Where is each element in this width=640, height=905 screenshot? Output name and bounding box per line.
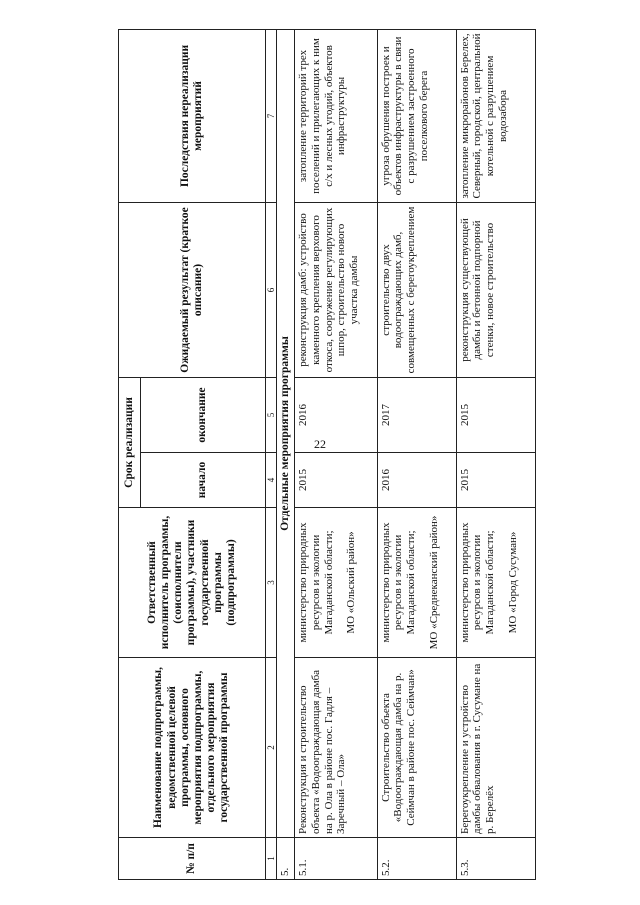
row-number: 5.1. xyxy=(295,838,377,880)
executor-municipality: МО «Ольский район» xyxy=(345,531,358,634)
row-number: 5.2. xyxy=(377,838,456,880)
executor-municipality: МО «Среднеканский район» xyxy=(427,515,440,650)
header-name: Наименование подпрограммы, ведомственной целевой программы, основного мероприятия подпрограммы, отдельного мероприятия государственной программы xyxy=(119,658,266,838)
row-start: 2015 xyxy=(295,453,377,508)
column-number-row xyxy=(266,29,277,879)
column-number: 1 xyxy=(266,838,277,880)
row-consequence: затопление микрорайонов Берелех, Северный, городской, центральной котельной с разрушением водозабора xyxy=(456,29,535,202)
row-end: 2015 xyxy=(456,377,535,452)
header-result: Ожидаемый результат (краткое описание) xyxy=(119,202,266,377)
row-name: Берегоукрепление и устройство дамбы обвалования в г. Сусумане на р. Берелёх xyxy=(456,658,535,838)
header-start: начало xyxy=(141,453,266,508)
header-executor: Ответственный исполнитель программы, (соисполнители программы), участники государственной программы (подпрограммы) xyxy=(119,508,266,658)
row-consequence: затопление территорий трех поселений и прилегающих к ним с/х и лесных угодий, объектов инфраструктуры xyxy=(295,29,377,202)
column-number: 5 xyxy=(266,377,277,452)
table-row xyxy=(295,29,377,879)
header-end: окончание xyxy=(141,377,266,452)
row-result: реконструкция дамб: устройство каменного крепления верхового откоса, сооружение регулирующих шпор, строительство нового участка дамбы xyxy=(295,202,377,377)
column-number: 7 xyxy=(266,29,277,202)
row-result: реконструкция существующей дамбы и бетонной подпорной стенки, новое строительство xyxy=(456,202,535,377)
page-number: 22 xyxy=(314,437,326,451)
column-number: 6 xyxy=(266,202,277,377)
section-title: Отдельные мероприятия программы xyxy=(277,29,295,837)
executor-ministry: министерство природных ресурсов и экологии Магаданской области; xyxy=(379,522,417,643)
row-executor xyxy=(456,508,535,658)
row-consequence: угроза обрушения построек и объектов инфраструктуры в связи с разрушением застроенного поселкового берега xyxy=(377,29,456,202)
header-number: № п/п xyxy=(119,838,266,880)
row-end: 2016 xyxy=(295,377,377,452)
rotated-table-wrapper xyxy=(118,30,536,880)
column-number: 4 xyxy=(266,453,277,508)
column-number: 2 xyxy=(266,658,277,838)
column-number: 3 xyxy=(266,508,277,658)
executor-municipality: МО «Город Сусуман» xyxy=(506,531,519,634)
measures-table xyxy=(118,29,536,880)
header-consequences: Последствия нереализации мероприятий xyxy=(119,29,266,202)
section-number: 5. xyxy=(277,838,295,880)
row-executor xyxy=(295,508,377,658)
row-number: 5.3. xyxy=(456,838,535,880)
executor-ministry: министерство природных ресурсов и экологии Магаданской области; xyxy=(458,522,497,643)
row-end: 2017 xyxy=(377,377,456,452)
executor-ministry: министерство природных ресурсов и экологии Магаданской области; xyxy=(297,522,335,643)
row-start: 2016 xyxy=(377,453,456,508)
row-start: 2015 xyxy=(456,453,535,508)
row-name: Реконструкция и строительство объекта «Водоограждающая дамба на р. Ола в районе пос. Гадля – Заречный – Ола» xyxy=(295,658,377,838)
table-row xyxy=(377,29,456,879)
header-row-1 xyxy=(119,29,141,879)
table-row xyxy=(456,29,535,879)
row-result: строительство двух водоограждающих дамб, совмещенных с берегоукреплением xyxy=(377,202,456,377)
header-period: Срок реализации xyxy=(119,377,141,507)
row-name: Строительство объекта «Водоограждающая дамба на р. Сеймчан в районе пос. Сеймчан» xyxy=(377,658,456,838)
section-row xyxy=(277,29,295,879)
row-executor xyxy=(377,508,456,658)
